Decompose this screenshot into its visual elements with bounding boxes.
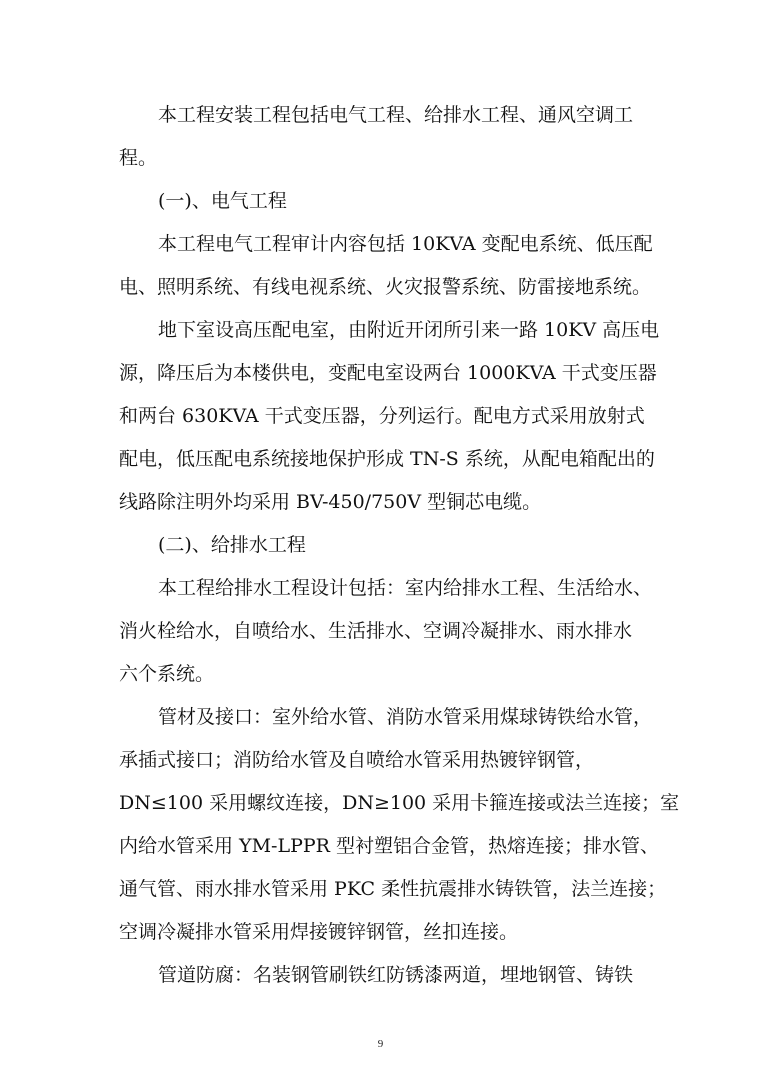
text-line: 本工程电气工程审计内容包括 10KVA 变配电系统、低压配 — [158, 233, 653, 255]
page-number: 9 — [377, 1038, 384, 1050]
text-line: 本工程安装工程包括电气工程、给排水工程、通风空调工 — [158, 104, 634, 126]
text-line: 空调冷凝排水管采用焊接镀锌钢管，丝扣连接。 — [119, 921, 519, 943]
text-line: 线路除注明外均采用 BV-450/750V 型铜芯电缆。 — [119, 491, 542, 513]
text-line: 承插式接口；消防给水管及自喷给水管采用热镀锌钢管， — [119, 749, 595, 771]
text-line: 本工程给排水工程设计包括：室内给排水工程、生活给水、 — [158, 577, 653, 599]
text-line: 管道防腐：名装钢管刷铁红防锈漆两道，埋地钢管、铸铁 — [158, 964, 634, 986]
text-line: 电、照明系统、有线电视系统、火灾报警系统、防雷接地系统。 — [119, 276, 652, 298]
text-line: 通气管、雨水排水管采用 PKC 柔性抗震排水铸铁管，法兰连接； — [119, 878, 667, 900]
text-line: 六个系统。 — [119, 663, 215, 685]
paragraph-plumbing-scope — [119, 567, 653, 696]
text-line: 配电，低压配电系统接地保护形成 TN-S 系统，从配电箱配出的 — [119, 448, 655, 470]
heading-text: (二)、给排水工程 — [158, 534, 306, 556]
paragraph-pipe-corrosion — [119, 954, 641, 997]
heading-text: (一)、电气工程 — [158, 190, 287, 212]
paragraph-electrical-scope — [119, 223, 653, 309]
section-heading-electrical — [119, 180, 641, 223]
text-line: 源，降压后为本楼供电，变配电室设两台 1000KVA 干式变压器 — [119, 362, 657, 384]
document-page — [119, 94, 680, 997]
section-heading-plumbing — [119, 524, 641, 567]
text-line: 和两台 630KVA 干式变压器，分列运行。配电方式采用放射式 — [119, 405, 645, 427]
paragraph-intro — [119, 94, 641, 180]
text-line: 内给水管采用 YM-LPPR 型衬塑铝合金管，热熔连接；排水管、 — [119, 835, 659, 857]
text-line: 管材及接口：室外给水管、消防水管采用煤球铸铁给水管， — [158, 706, 653, 728]
text-line: 地下室设高压配电室，由附近开闭所引来一路 10KV 高压电 — [158, 319, 660, 341]
text-line: 程。 — [119, 147, 158, 169]
text-line: DN≤100 采用螺纹连接，DN≥100 采用卡箍连接或法兰连接；室 — [119, 792, 680, 814]
paragraph-pipe-materials — [119, 696, 680, 954]
text-line: 消火栓给水，自喷给水、生活排水、空调冷凝排水、雨水排水 — [119, 620, 633, 642]
paragraph-power-supply — [119, 309, 660, 524]
